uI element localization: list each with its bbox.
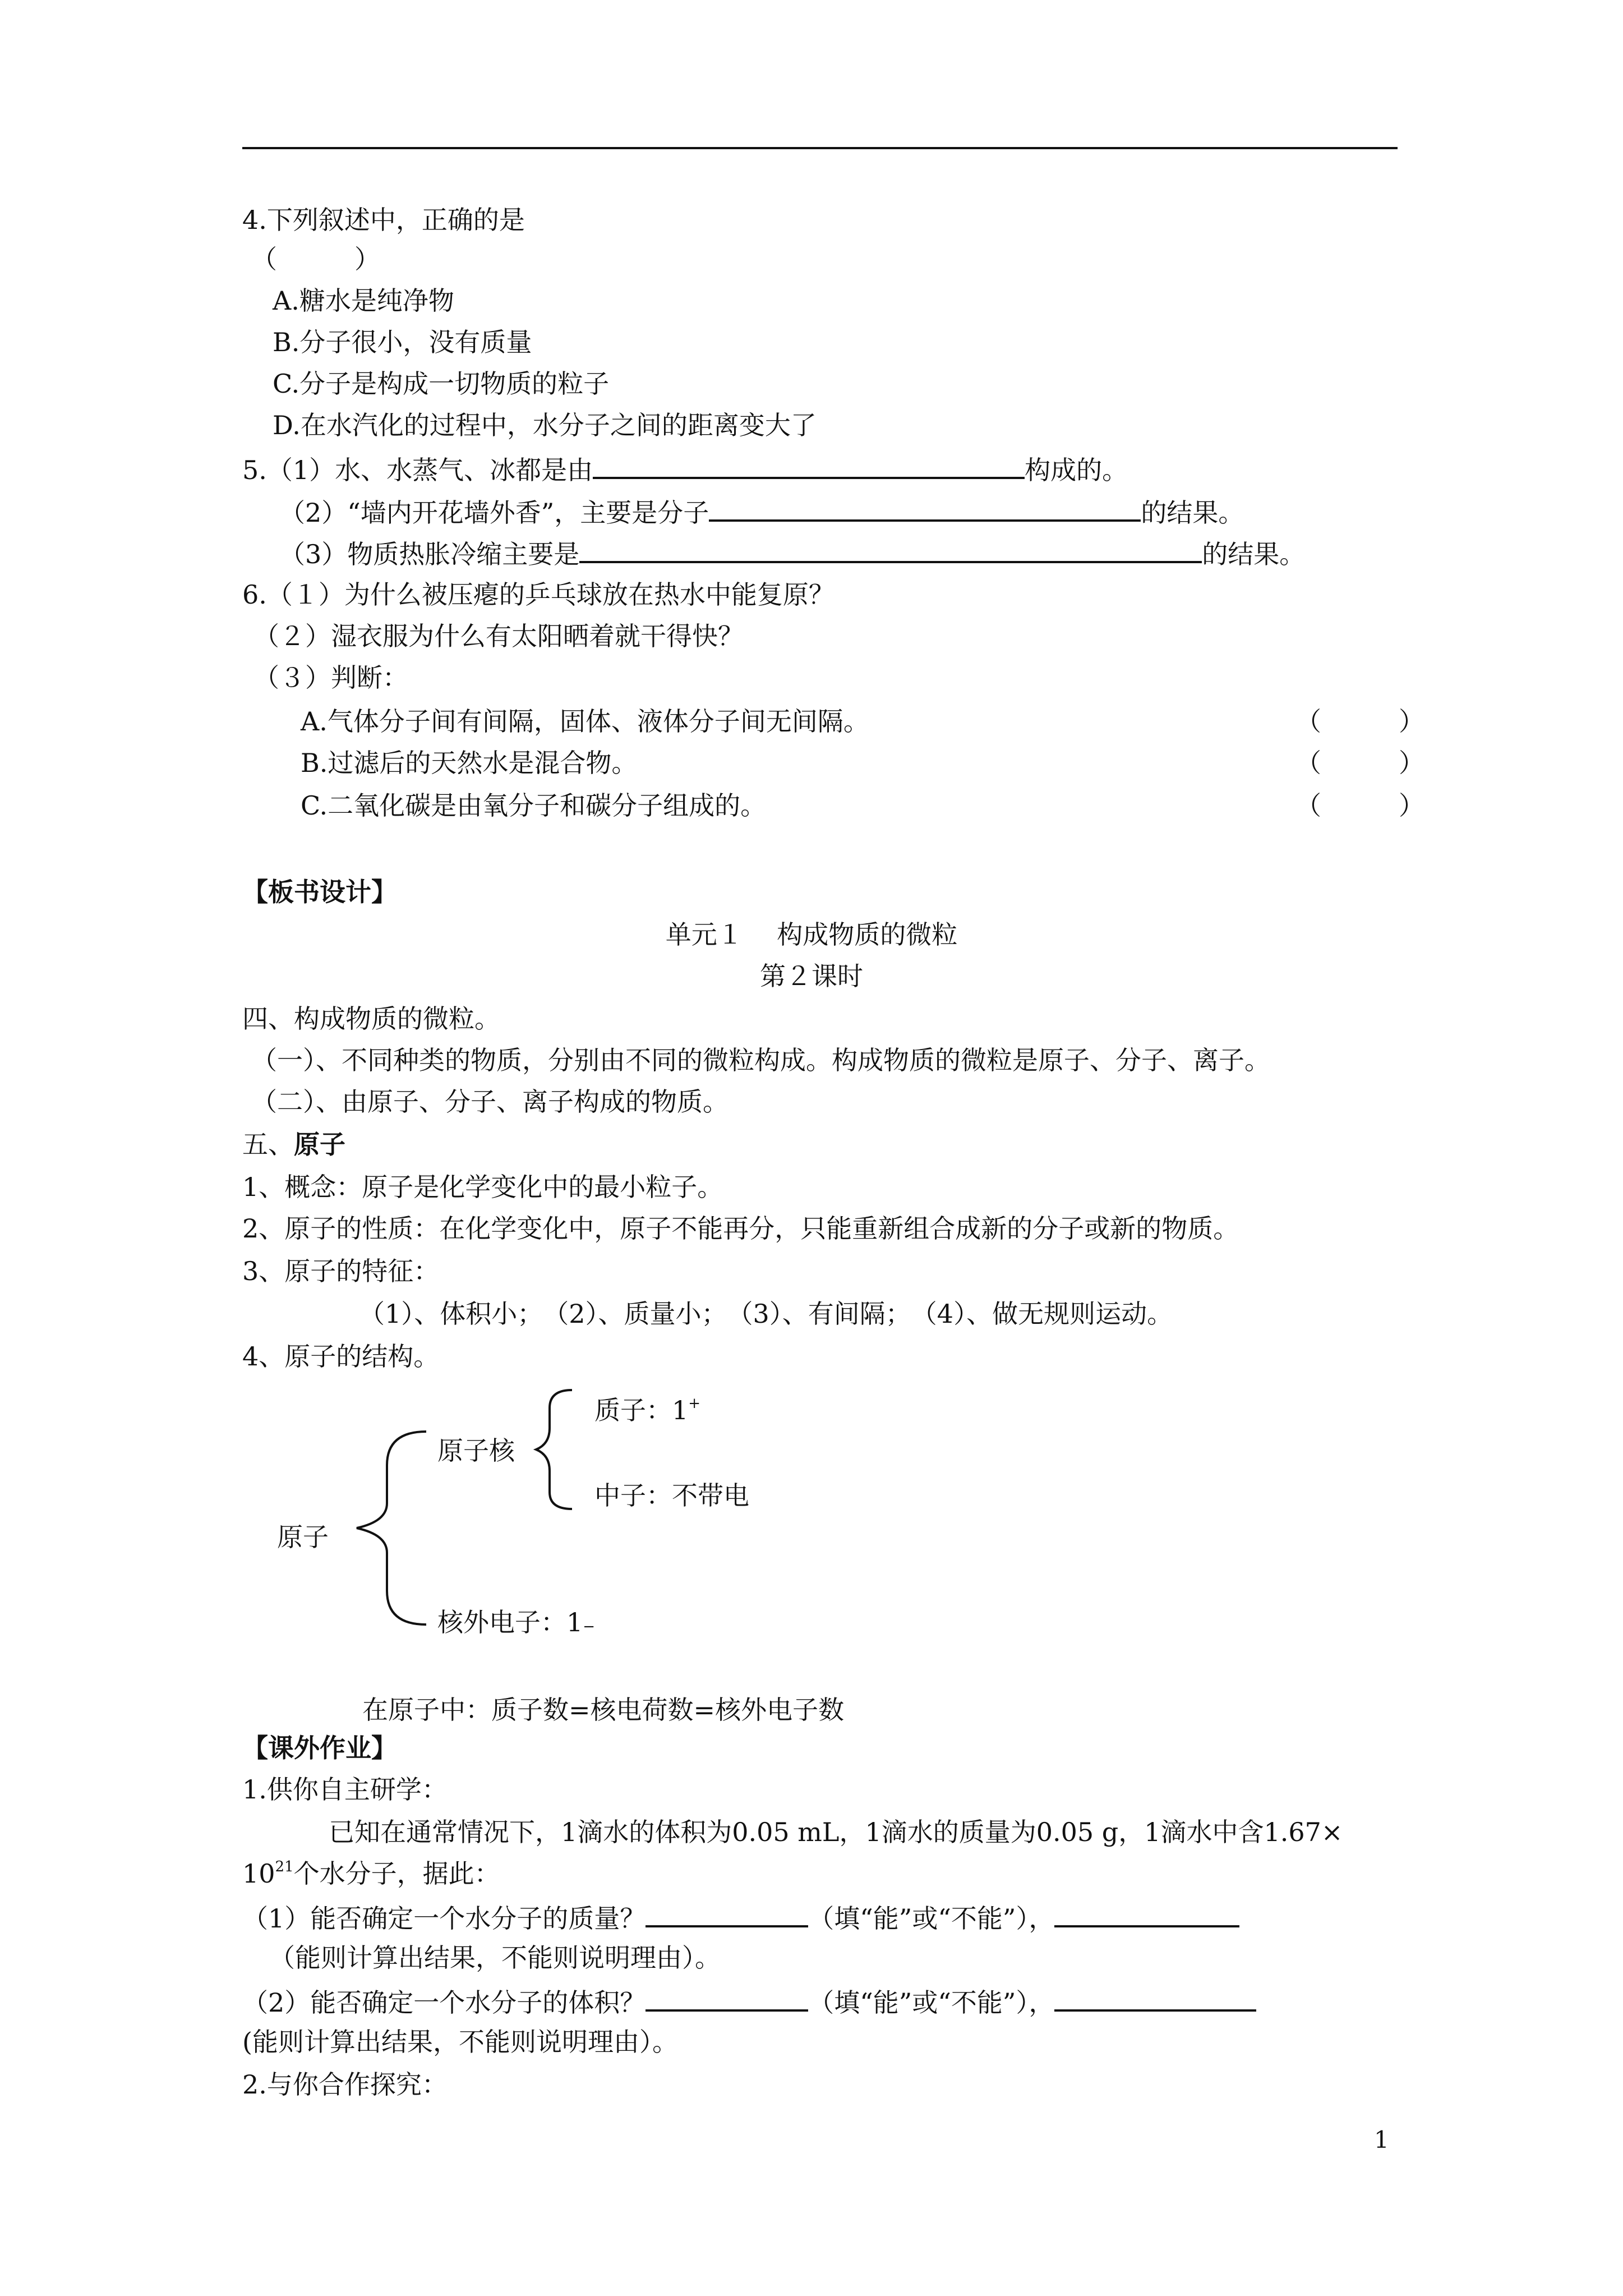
q5-line-2	[279, 494, 1244, 530]
homework-1-text-end: 个水分子，据此：	[293, 1858, 500, 1889]
q5-blank-3[interactable]	[579, 535, 1202, 563]
q6-judge-b-paren: （ ）	[1295, 748, 1424, 778]
homework-2: 2.与你合作探究：	[242, 2069, 448, 2100]
homework-q2-blank-1[interactable]	[645, 1984, 808, 2012]
section-four: 四、构成物质的微粒。	[242, 1004, 500, 1034]
q4-answer-paren: （ ）	[251, 244, 380, 274]
q4-option-b: B.分子很小，没有质量	[273, 327, 532, 357]
q6-judge-c: C.二氧化碳是由氧分子和碳分子组成的。	[301, 790, 767, 821]
q5-blank-1[interactable]	[593, 451, 1025, 479]
q5-line-1-text: 5.（1）水、水蒸气、冰都是由	[242, 455, 593, 485]
homework-q1-note: （能则计算出结果，不能则说明理由）。	[269, 1943, 721, 1973]
homework-q1-blank-1[interactable]	[645, 1899, 808, 1927]
q4-option-c: C.分子是构成一切物质的粒子	[273, 369, 610, 399]
neutron-label: 中子：不带电	[594, 1480, 749, 1511]
homework-1-text-cont	[242, 1857, 500, 1890]
homework-1-text: 已知在通常情况下，1滴水的体积为0.05 mL，1滴水的质量为0.05 g，1滴水中含1.67×	[329, 1817, 1343, 1847]
electron-text: 核外电子：1	[437, 1607, 583, 1637]
homework-q1-blank-2[interactable]	[1054, 1899, 1239, 1927]
q5-line-2-text: （2）“墙内开花墙外香”，主要是分子	[279, 498, 709, 528]
proton-text: 质子：1	[594, 1395, 689, 1425]
proton-label	[594, 1393, 700, 1427]
header-rule	[242, 147, 1398, 149]
homework-q2-text: （2）能否确定一个水分子的体积？	[242, 1987, 646, 2018]
q6-line-3: （３）判断：	[253, 662, 408, 693]
atom-property: 2、原子的性质：在化学变化中，原子不能再分，只能重新组合成新的分子或新的物质。	[242, 1213, 1239, 1244]
homework-q1-text: （1）能否确定一个水分子的质量？	[242, 1903, 646, 1934]
inner-brace	[536, 1390, 572, 1509]
homework-1: 1.供你自主研学：	[242, 1774, 448, 1805]
atom-features-heading: 3、原子的特征：	[242, 1256, 440, 1286]
q4-stem: 4.下列叙述中，正确的是	[242, 205, 525, 235]
q5-line-3-text: （3）物质热胀冷缩主要是	[279, 539, 580, 569]
atom-features-list: （1）、体积小； （2）、质量小； （3）、有间隔； （4）、做无规则运动。	[359, 1299, 1173, 1329]
atom-label: 原子	[277, 1522, 329, 1552]
homework-q2-hint: （填“能”或“不能”），	[808, 1987, 1055, 2018]
page-number: 1	[1374, 2126, 1389, 2154]
q6-judge-c-paren: （ ）	[1295, 790, 1424, 821]
q6-judge-a: A.气体分子间有间隔，固体、液体分子间无间隔。	[301, 706, 869, 737]
q5-line-1-end: 构成的。	[1025, 455, 1128, 485]
q4-option-a: A.糖水是纯净物	[273, 286, 454, 316]
electron-label	[437, 1605, 595, 1644]
q5-line-3-end: 的结果。	[1202, 539, 1306, 569]
section-five	[242, 1128, 345, 1161]
q6-line-2: （２）湿衣服为什么有太阳晒着就干得快？	[253, 621, 744, 651]
proton-charge: +	[688, 1395, 701, 1412]
atom-relation: 在原子中：质子数=核电荷数=核外电子数	[362, 1695, 845, 1725]
homework-heading: 【课外作业】	[242, 1733, 397, 1763]
q6-line-1: 6.（１）为什么被压瘪的乒乓球放在热水中能复原？	[242, 579, 834, 610]
section-four-b: （二）、由原子、分子、离子构成的物质。	[251, 1087, 728, 1117]
board-title: 单元１ 构成物质的微粒	[665, 919, 958, 950]
q6-judge-b: B.过滤后的天然水是混合物。	[301, 748, 638, 778]
nucleus-label: 原子核	[437, 1435, 515, 1466]
q5-line-3	[279, 535, 1305, 571]
electron-charge: −	[583, 1618, 596, 1635]
section-five-title: 原子	[294, 1129, 345, 1159]
q5-blank-2[interactable]	[709, 494, 1141, 522]
homework-q2-note: (能则计算出结果，不能则说明理由）。	[242, 2027, 678, 2057]
exponent-base: 10	[242, 1858, 275, 1889]
q5-line-2-end: 的结果。	[1141, 498, 1244, 528]
board-subtitle: 第２课时	[760, 961, 863, 991]
exponent-power: 21	[275, 1858, 294, 1875]
q6-judge-a-paren: （ ）	[1295, 706, 1424, 737]
outer-brace	[357, 1432, 426, 1625]
homework-q2	[242, 1984, 1256, 2019]
atom-structure-heading: 4、原子的结构。	[242, 1341, 440, 1372]
homework-q1-hint: （填“能”或“不能”），	[808, 1903, 1055, 1934]
q4-option-d: D.在水汽化的过程中，水分子之间的距离变大了	[273, 410, 817, 440]
board-heading: 【板书设计】	[242, 877, 397, 907]
q5-line-1	[242, 451, 1128, 487]
homework-q2-blank-2[interactable]	[1054, 1984, 1256, 2012]
homework-q1	[242, 1899, 1239, 1935]
atom-concept: 1、概念：原子是化学变化中的最小粒子。	[242, 1172, 723, 1202]
section-four-a: （一）、不同种类的物质，分别由不同的微粒构成。构成物质的微粒是原子、分子、离子。	[251, 1045, 1270, 1075]
section-five-prefix: 五、	[242, 1129, 294, 1159]
